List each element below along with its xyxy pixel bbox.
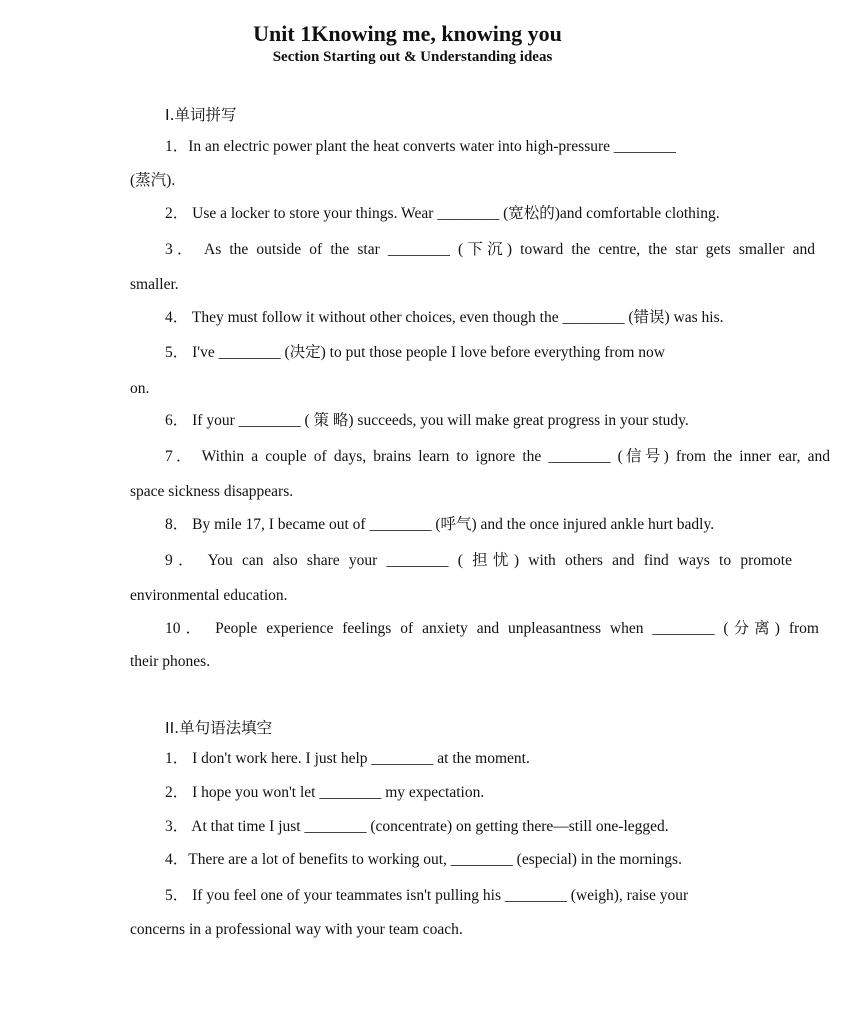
page-subtitle: Section Starting out & Understanding ideas <box>272 49 553 65</box>
question-line: 6． If your ________ ( 策 略) succeeds, you will make great progress in your study. <box>165 412 689 429</box>
question-line: on. <box>130 380 150 397</box>
question-line: 9． You can also share your ________ ( 担忧) with others and find ways to promote <box>165 552 792 569</box>
section-heading-grammar: II.单句语法填空 <box>165 719 273 737</box>
page-title: Unit 1Knowing me, knowing you <box>253 21 562 46</box>
question-line: 3． At that time I just ________ (concentrate) on getting there—still one-legged. <box>165 818 669 835</box>
question-line: 7． Within a couple of days, brains learn to ignore the ________ (信号) from the inner ear, and <box>165 448 830 465</box>
question-line: 5． I've ________ (决定) to put those people I love before everything from now <box>165 344 665 361</box>
question-line: space sickness disappears. <box>130 483 294 500</box>
question-line: 1．In an electric power plant the heat converts water into high-pressure ________ <box>165 138 676 155</box>
question-line: 8． By mile 17, I became out of ________ (呼气) and the once injured ankle hurt badly. <box>165 516 715 533</box>
question-line: smaller. <box>130 276 179 293</box>
question-line: 1． I don't work here. I just help ________ at the moment. <box>165 750 530 767</box>
section-heading-spelling: I.单词拼写 <box>165 106 237 124</box>
question-line: their phones. <box>130 653 211 670</box>
question-line: 5． If you feel one of your teammates isn't pulling his ________ (weigh), raise your <box>165 887 689 904</box>
question-line: 2． Use a locker to store your things. Wear ________ (宽松的)and comfortable clothing. <box>165 205 720 222</box>
question-line: 3． As the outside of the star ________ (下沉) toward the centre, the star gets smaller and <box>165 241 815 258</box>
question-line: 2． I hope you won't let ________ my expectation. <box>165 784 485 801</box>
question-line: 4． They must follow it without other choices, even though the ________ (错误) was his. <box>165 309 724 326</box>
question-line: 4．There are a lot of benefits to working out, ________ (especial) in the mornings. <box>165 851 682 868</box>
question-line: 10． People experience feelings of anxiety and unpleasantness when ________ (分离) from <box>165 620 819 637</box>
question-line: environmental education. <box>130 587 288 604</box>
question-line: concerns in a professional way with your team coach. <box>130 921 463 938</box>
question-line: (蒸汽). <box>130 172 176 189</box>
